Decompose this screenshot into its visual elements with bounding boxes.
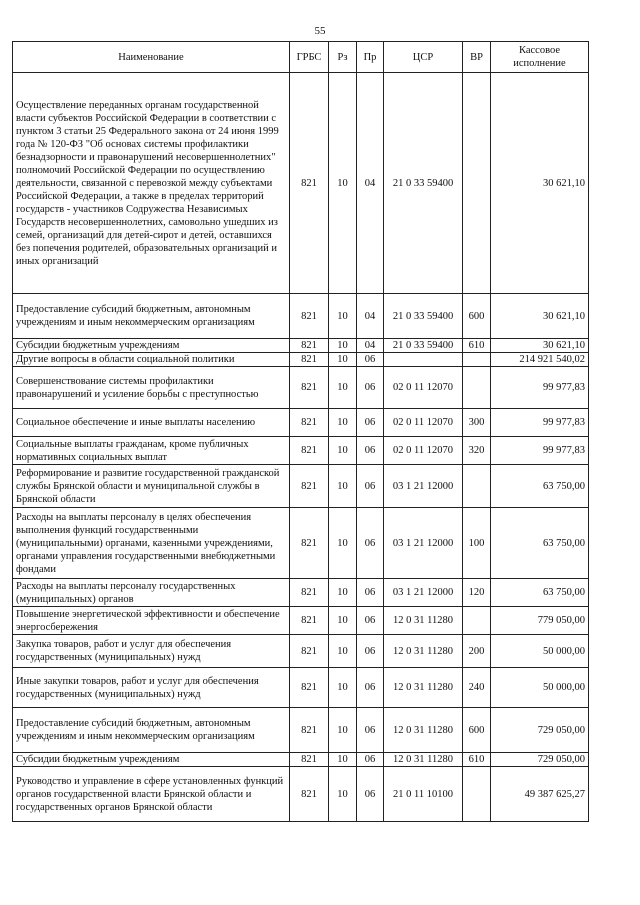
row-pr: 04 [357,73,384,294]
row-vr: 300 [463,409,491,437]
table-row [13,437,589,465]
row-rz: 10 [329,753,357,767]
row-name: Субсидии бюджетным учреждениям [13,753,290,767]
table-row [13,339,589,353]
row-vr: 120 [463,579,491,607]
row-vr: 100 [463,508,491,579]
row-rz: 10 [329,353,357,367]
row-grbs: 821 [290,353,329,367]
row-name: Социальные выплаты гражданам, кроме публичных нормативных социальных выплат [13,437,290,465]
row-vr [463,767,491,822]
row-csr: 21 0 11 10100 [384,767,463,822]
table-row [13,73,589,294]
row-grbs: 821 [290,753,329,767]
row-pr: 06 [357,635,384,668]
page-number: 55 [314,25,326,37]
table-row [13,753,589,767]
row-rz: 10 [329,409,357,437]
row-pr: 06 [357,508,384,579]
table-row [13,294,589,339]
row-rz: 10 [329,668,357,708]
row-rz: 10 [329,73,357,294]
header-rz: Рз [329,42,357,73]
table-row [13,353,589,367]
row-csr: 02 0 11 12070 [384,367,463,409]
header-name: Наименование [13,42,290,73]
header-grbs: ГРБС [290,42,329,73]
row-pr: 06 [357,579,384,607]
row-pr: 06 [357,409,384,437]
row-rz: 10 [329,294,357,339]
row-name: Закупка товаров, работ и услуг для обеспечения государственных (муниципальных) нужд [13,635,290,668]
header-pr: Пр [357,42,384,73]
row-csr: 12 0 31 11280 [384,635,463,668]
row-vr [463,353,491,367]
row-csr: 02 0 11 12070 [384,409,463,437]
row-name: Социальное обеспечение и иные выплаты населению [13,409,290,437]
table-row [13,635,589,668]
row-vr: 610 [463,753,491,767]
row-amount: 63 750,00 [491,579,589,607]
row-vr [463,607,491,635]
row-grbs: 821 [290,73,329,294]
row-amount: 49 387 625,27 [491,767,589,822]
row-grbs: 821 [290,294,329,339]
row-rz: 10 [329,465,357,508]
row-amount: 729 050,00 [491,753,589,767]
row-name: Предоставление субсидий бюджетным, автономным учреждениям и иным некоммерческим организациям [13,294,290,339]
row-csr [384,353,463,367]
row-rz: 10 [329,508,357,579]
row-grbs: 821 [290,607,329,635]
row-name: Повышение энергетической эффективности и обеспечение энергосбережения [13,607,290,635]
row-rz: 10 [329,708,357,753]
row-grbs: 821 [290,339,329,353]
header-row [13,42,589,73]
row-pr: 06 [357,767,384,822]
row-pr: 06 [357,708,384,753]
row-name: Руководство и управление в сфере установленных функций органов государственной власти Брянской области и государственных органов Брянской области [13,767,290,822]
row-csr: 02 0 11 12070 [384,437,463,465]
row-csr: 03 1 21 12000 [384,579,463,607]
row-amount: 30 621,10 [491,73,589,294]
row-amount: 99 977,83 [491,437,589,465]
row-pr: 06 [357,465,384,508]
row-grbs: 821 [290,508,329,579]
row-rz: 10 [329,635,357,668]
row-pr: 06 [357,367,384,409]
header-vr: ВР [463,42,491,73]
header-amount: Кассовое исполнение [491,42,589,73]
row-name: Предоставление субсидий бюджетным, автономным учреждениям и иным некоммерческим организациям [13,708,290,753]
row-grbs: 821 [290,635,329,668]
table-row [13,508,589,579]
row-pr: 06 [357,607,384,635]
row-amount: 63 750,00 [491,508,589,579]
row-vr: 600 [463,294,491,339]
row-grbs: 821 [290,708,329,753]
row-vr [463,73,491,294]
row-vr: 600 [463,708,491,753]
row-csr: 21 0 33 59400 [384,339,463,353]
row-amount: 63 750,00 [491,465,589,508]
row-vr: 610 [463,339,491,353]
table-row [13,668,589,708]
row-name: Другие вопросы в области социальной политики [13,353,290,367]
budget-table [12,41,589,822]
row-name: Совершенствование системы профилактики правонарушений и усиление борьбы с преступностью [13,367,290,409]
table-row [13,607,589,635]
row-name: Расходы на выплаты персоналу государственных (муниципальных) органов [13,579,290,607]
row-vr [463,465,491,508]
row-amount: 214 921 540,02 [491,353,589,367]
row-name: Расходы на выплаты персоналу в целях обеспечения выполнения функций государственными (муниципальными) органами, казенными учреждениями, органами управления государственными внебюджетными фондами [13,508,290,579]
row-csr: 12 0 31 11280 [384,668,463,708]
row-pr: 06 [357,353,384,367]
header-csr: ЦСР [384,42,463,73]
table-row [13,708,589,753]
table-row [13,465,589,508]
row-amount: 99 977,83 [491,367,589,409]
row-amount: 50 000,00 [491,668,589,708]
row-rz: 10 [329,579,357,607]
row-amount: 30 621,10 [491,339,589,353]
row-name: Субсидии бюджетным учреждениям [13,339,290,353]
row-pr: 04 [357,294,384,339]
row-csr: 12 0 31 11280 [384,753,463,767]
row-rz: 10 [329,607,357,635]
row-grbs: 821 [290,668,329,708]
row-grbs: 821 [290,409,329,437]
row-name: Иные закупки товаров, работ и услуг для обеспечения государственных (муниципальных) нужд [13,668,290,708]
row-pr: 06 [357,437,384,465]
row-grbs: 821 [290,437,329,465]
table-row [13,579,589,607]
row-csr: 03 1 21 12000 [384,465,463,508]
row-rz: 10 [329,367,357,409]
table-row [13,409,589,437]
row-pr: 06 [357,753,384,767]
row-grbs: 821 [290,367,329,409]
row-amount: 729 050,00 [491,708,589,753]
row-csr: 21 0 33 59400 [384,73,463,294]
row-grbs: 821 [290,579,329,607]
row-vr [463,367,491,409]
row-amount: 99 977,83 [491,409,589,437]
row-rz: 10 [329,339,357,353]
row-csr: 12 0 31 11280 [384,607,463,635]
row-name: Осуществление переданных органам государственной власти субъектов Российской Федерации в соответствии с пунктом 3 статьи 25 Федерального закона от 24 июня 1999 года № 120-ФЗ "Об основах системы профилактики безнадзорности и правонарушений несовершеннолетних" полномочий Российской Федерации по осуществлению деятельности, связанной с перевозкой между субъектами Российской Федерации, а также в пределах территорий государств - участников Содружества Независимых Государств несовершеннолетних, самовольно ушедших из семей, организаций для детей-сирот и детей, оставшихся без попечения родителей, образовательных организаций и иных организаций [13,73,290,294]
row-csr: 03 1 21 12000 [384,508,463,579]
table-row [13,767,589,822]
row-amount: 30 621,10 [491,294,589,339]
row-grbs: 821 [290,767,329,822]
row-rz: 10 [329,767,357,822]
row-vr: 200 [463,635,491,668]
row-name: Реформирование и развитие государственной гражданской службы Брянской области и муниципальной службы в Брянской области [13,465,290,508]
row-vr: 240 [463,668,491,708]
row-csr: 12 0 31 11280 [384,708,463,753]
row-vr: 320 [463,437,491,465]
row-pr: 06 [357,668,384,708]
row-csr: 21 0 33 59400 [384,294,463,339]
table-row [13,367,589,409]
row-pr: 04 [357,339,384,353]
row-amount: 50 000,00 [491,635,589,668]
row-amount: 779 050,00 [491,607,589,635]
row-rz: 10 [329,437,357,465]
row-grbs: 821 [290,465,329,508]
